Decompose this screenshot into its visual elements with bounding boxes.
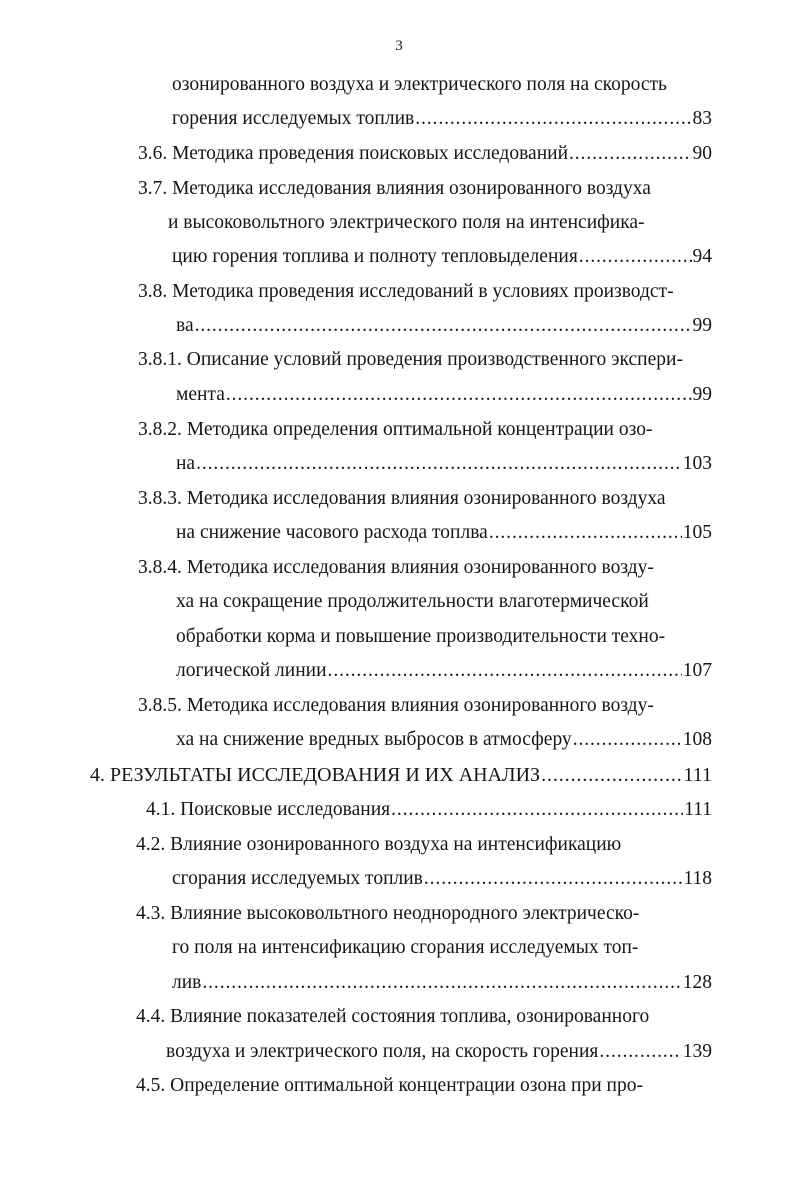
toc-chapter-heading: 4. РЕЗУЛЬТАТЫ ИССЛЕДОВАНИЯ И ИХ АНАЛИЗ bbox=[90, 764, 541, 786]
toc-page-number: 128 bbox=[682, 972, 712, 993]
toc-line bbox=[176, 589, 649, 615]
toc-entry-text: на bbox=[176, 453, 196, 474]
dot-leader bbox=[599, 1039, 681, 1065]
toc-line bbox=[138, 279, 674, 305]
toc-line bbox=[176, 451, 712, 477]
dot-leader bbox=[226, 382, 692, 408]
toc-page-number: 99 bbox=[692, 384, 712, 405]
toc-line bbox=[136, 1004, 649, 1030]
toc-entry-text: логической линии bbox=[176, 660, 327, 681]
toc-entry-text: 4.1. Поисковые исследования bbox=[146, 799, 391, 820]
toc-line bbox=[172, 935, 638, 961]
toc-entry-text: ха на сокращение продолжительности влаготермической bbox=[176, 591, 649, 612]
toc-entry-text: и высоковольтного электрического поля на интенсифика- bbox=[168, 212, 645, 233]
toc-entry-text: 3.8. Методика проведения исследований в условиях производст- bbox=[138, 281, 674, 302]
toc-entry-text: 4.2. Влияние озонированного воздуха на интенсификацию bbox=[136, 834, 622, 855]
toc-line bbox=[176, 520, 712, 546]
toc-page-number: 111 bbox=[683, 764, 712, 786]
dot-leader bbox=[415, 106, 691, 132]
dot-leader bbox=[202, 970, 681, 996]
toc-entry-text: 3.8.3. Методика исследования влияния озонированного воздуха bbox=[138, 488, 666, 509]
toc-line bbox=[172, 970, 712, 996]
toc-line bbox=[176, 313, 712, 339]
toc-entry-text: 3.7. Методика исследования влияния озонированного воздуха bbox=[138, 178, 651, 199]
toc-entry-text: обработки корма и повышение производительности техно- bbox=[176, 626, 666, 647]
toc-entry-text: 3.6. Методика проведения поисковых исследований bbox=[138, 143, 568, 164]
toc-entry-text: озонированного воздуха и электрического поля на скорость bbox=[172, 74, 667, 95]
dot-leader bbox=[569, 141, 692, 167]
toc-line bbox=[90, 762, 712, 788]
toc-entry-text: 3.8.2. Методика определения оптимальной концентрации озо- bbox=[138, 419, 653, 440]
toc-line bbox=[138, 417, 652, 443]
toc-entry-text: воздуха и электрического поля, на скорость горения bbox=[166, 1041, 599, 1062]
toc-line bbox=[136, 901, 639, 927]
toc-entry-text: мента bbox=[176, 384, 225, 405]
toc-line bbox=[176, 624, 665, 650]
toc-page-number: 83 bbox=[692, 108, 712, 129]
toc-entry-text: ха на снижение вредных выбросов в атмосферу bbox=[176, 729, 572, 750]
toc-entry-text: го поля на интенсификацию сгорания исследуемых топ- bbox=[172, 937, 639, 958]
toc-entry-text: горения исследуемых топлив bbox=[172, 108, 415, 129]
toc-page-number: 108 bbox=[682, 729, 712, 750]
dot-leader bbox=[541, 762, 682, 788]
toc-entry-text: 4.3. Влияние высоковольтного неоднородного электрическо- bbox=[136, 903, 640, 924]
toc-line bbox=[138, 347, 683, 373]
toc-line bbox=[146, 797, 712, 823]
dot-leader bbox=[328, 658, 682, 684]
toc-line bbox=[138, 693, 654, 719]
dot-leader bbox=[424, 866, 683, 892]
toc-entry-text: цию горения топлива и полноту тепловыделения bbox=[172, 246, 578, 267]
toc-page-number: 105 bbox=[682, 522, 712, 543]
toc-page-number: 90 bbox=[692, 143, 712, 164]
toc-entry-text: 3.8.5. Методика исследования влияния озонированного возду- bbox=[138, 695, 654, 716]
toc-entry-text: на снижение часового расхода топлва bbox=[176, 522, 488, 543]
toc-line bbox=[138, 486, 666, 512]
toc-entry-text: ва bbox=[176, 315, 194, 336]
toc-page-number: 94 bbox=[692, 246, 712, 267]
toc-line bbox=[136, 1073, 643, 1099]
page-number: 3 bbox=[395, 38, 403, 54]
toc-entry-text: сгорания исследуемых топлив bbox=[172, 868, 423, 889]
toc-line bbox=[172, 866, 712, 892]
toc-line bbox=[176, 658, 712, 684]
toc-page-number: 107 bbox=[682, 660, 712, 681]
toc-entry-text: лив bbox=[172, 972, 202, 993]
toc-line bbox=[168, 210, 645, 236]
toc-line bbox=[176, 727, 712, 753]
toc-entry-text: 3.8.4. Методика исследования влияния озонированного возду- bbox=[138, 557, 654, 578]
toc-line bbox=[166, 1039, 712, 1065]
dot-leader bbox=[196, 451, 682, 477]
toc-line bbox=[136, 832, 621, 858]
toc-page-number: 139 bbox=[682, 1041, 712, 1062]
toc-line bbox=[172, 72, 667, 98]
dot-leader bbox=[573, 727, 682, 753]
toc-line bbox=[138, 555, 654, 581]
toc-page-number: 99 bbox=[692, 315, 712, 336]
toc-page-number: 103 bbox=[682, 453, 712, 474]
toc-line bbox=[172, 106, 712, 132]
toc-entry-text: 3.8.1. Описание условий проведения производственного экспери- bbox=[138, 349, 683, 370]
toc-line bbox=[176, 382, 712, 408]
dot-leader bbox=[579, 244, 692, 270]
dot-leader bbox=[391, 797, 683, 823]
toc-line bbox=[172, 244, 712, 270]
toc-page-number: 111 bbox=[684, 799, 712, 820]
toc-entry-text: 4.4. Влияние показателей состояния топлива, озонированного bbox=[136, 1006, 650, 1027]
dot-leader bbox=[489, 520, 682, 546]
toc-line bbox=[138, 176, 651, 202]
toc-page-number: 118 bbox=[683, 868, 712, 889]
dot-leader bbox=[195, 313, 692, 339]
toc-entry-text: 4.5. Определение оптимальной концентрации озона при про- bbox=[136, 1075, 643, 1096]
toc-line bbox=[138, 141, 712, 167]
